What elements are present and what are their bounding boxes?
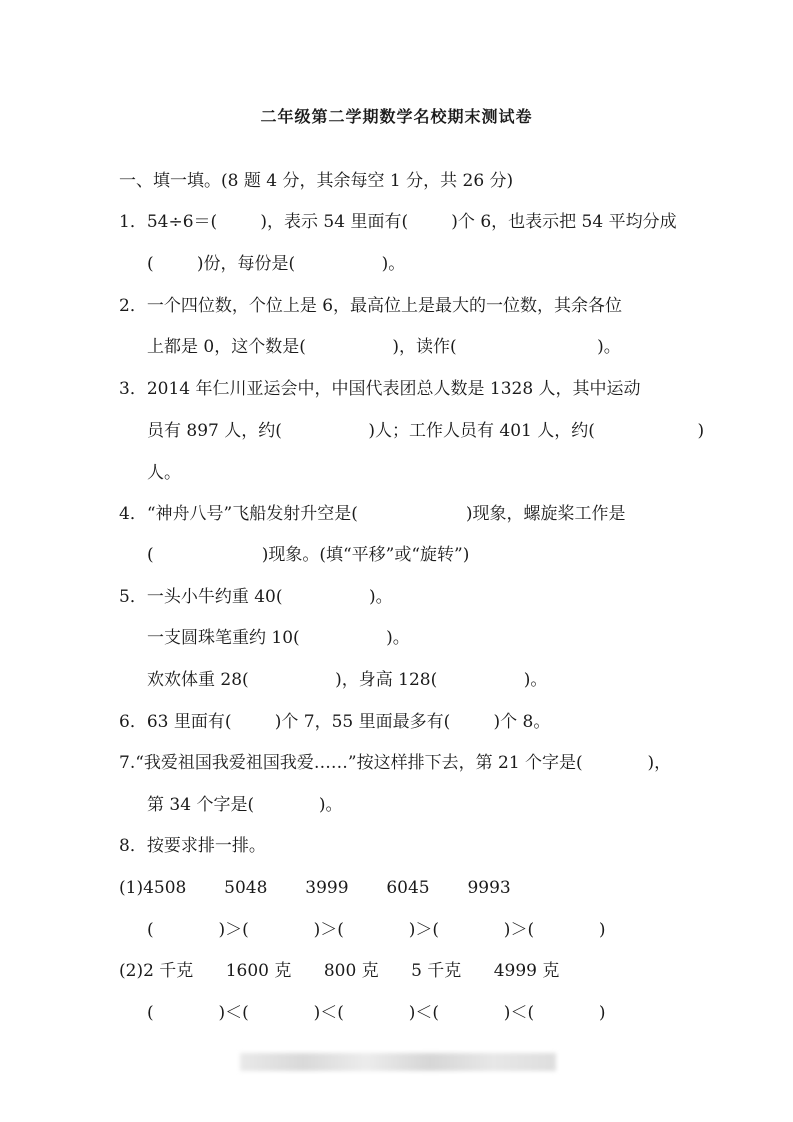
question-8-part-2-blanks: ( )＜( )＜( )＜( )＜( ) [147,1003,606,1023]
question-3-line-2: 员有 897 人，约( )人；工作人员有 401 人，约( ) [147,421,705,441]
question-4-line-1: 4．“神舟八号”飞船发射升空是( )现象，螺旋桨工作是 [119,504,626,524]
blurred-watermark [240,1053,556,1071]
question-5-line-1: 5．一头小牛约重 40( )。 [119,587,393,607]
question-6: 6．63 里面有( )个 7，55 里面最多有( )个 8。 [119,712,551,732]
question-2-line-2: 上都是 0，这个数是( )，读作( )。 [147,337,621,357]
question-1-line-1: 1．54÷6＝( )，表示 54 里面有( )个 6，也表示把 54 平均分成 [119,212,677,232]
question-1-line-2: ( )份，每份是( )。 [147,254,406,274]
question-8-part-1-numbers: (1)4508 5048 3999 6045 9993 [119,878,511,898]
question-8-part-1-blanks: ( )＞( )＞( )＞( )＞( ) [147,920,606,940]
question-8-part-2-numbers: (2)2 千克 1600 克 800 克 5 千克 4999 克 [119,961,560,981]
question-7-line-1: 7.“我爱祖国我爱祖国我爱……”按这样排下去，第 21 个字是( )， [119,753,672,773]
question-3-line-3: 人。 [147,463,181,483]
question-5-line-3: 欢欢体重 28( )，身高 128( )。 [147,670,548,690]
question-5-line-2: 一支圆珠笔重约 10( )。 [147,628,410,648]
question-3-line-1: 3．2014 年仁川亚运会中，中国代表团总人数是 1328 人，其中运动 [119,379,641,399]
question-2-line-1: 2．一个四位数，个位上是 6，最高位上是最大的一位数，其余各位 [119,296,623,316]
question-7-line-2: 第 34 个字是( )。 [147,795,343,815]
page-title: 二年级第二学期数学名校期末测试卷 [260,107,533,126]
question-4-line-2: ( )现象。(填“平移”或“旋转”) [147,545,470,565]
question-8-heading: 8．按要求排一排。 [119,836,266,856]
section-heading: 一、填一填。(8 题 4 分，其余每空 1 分，共 26 分) [119,171,514,191]
